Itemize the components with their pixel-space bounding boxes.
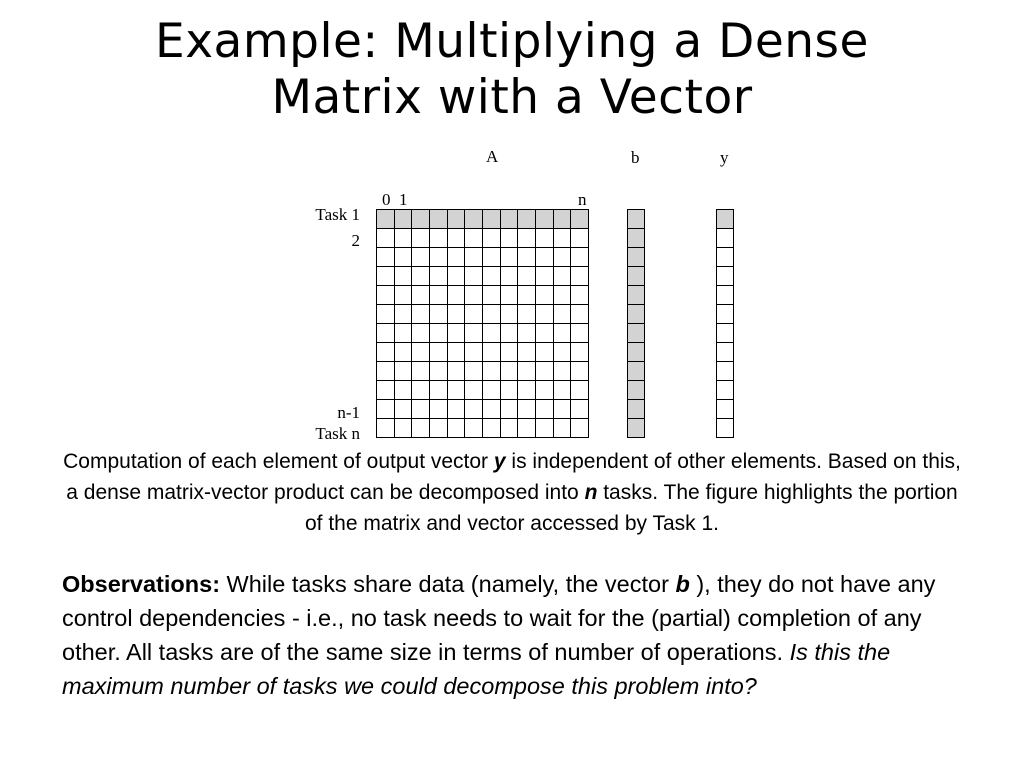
matrix-cell [448,381,466,400]
matrix-cell [448,286,466,305]
vector-b-cell [628,362,645,381]
matrix-cell [430,305,448,324]
matrix-cell-task1-row [430,210,448,229]
matrix-cell [536,419,554,438]
matrix-cell [430,400,448,419]
matrix-cell [448,324,466,343]
matrix-cell [554,267,572,286]
matrix-cell [483,400,501,419]
matrix-cell [554,343,572,362]
vector-b-cell [628,419,645,438]
matrix-cell [571,381,589,400]
matrix-cell [430,381,448,400]
matrix-cell-task1-row [571,210,589,229]
matrix-cell [518,267,536,286]
vector-y-cell [717,381,734,400]
matrix-cell [518,229,536,248]
matrix-cell [465,381,483,400]
matrix-cell [501,343,519,362]
caption-text-1: Computation of each element of output vector [63,450,494,473]
matrix-cell [395,362,413,381]
matrix-cell [448,248,466,267]
matrix-cell [483,267,501,286]
matrix-cell-task1-row [483,210,501,229]
matrix-cell [412,248,430,267]
vector-y-label: y [720,148,729,167]
matrix-cell [483,305,501,324]
matrix-cell [501,362,519,381]
matrix-cell [571,229,589,248]
matrix-cell-task1-row [554,210,572,229]
observations-text-1: While tasks share data (namely, the vector [220,571,676,597]
matrix-cell [554,229,572,248]
matrix-cell [536,305,554,324]
matrix-cell [501,267,519,286]
matrix-cell [412,381,430,400]
matrix-cell [412,267,430,286]
matrix-cell [571,248,589,267]
matrix-cell [448,267,466,286]
matrix-cell [571,343,589,362]
matrix-cell [501,400,519,419]
matrix-cell [395,286,413,305]
matrix-cell [571,419,589,438]
matrix-cell [518,362,536,381]
matrix-cell [465,305,483,324]
matrix-cell [395,229,413,248]
vector-y-cell [717,400,734,419]
vector-y-cell [717,248,734,267]
observations-paragraph [62,567,972,703]
matrix-cell [554,419,572,438]
matrix-cell [395,419,413,438]
row-label-2: 2 [351,231,360,250]
matrix-cell [483,419,501,438]
matrix-cell [377,343,395,362]
matrix-cell [377,248,395,267]
matrix-cell [412,324,430,343]
matrix-cell [412,362,430,381]
matrix-cell-task1-row [465,210,483,229]
caption-text-3: tasks. The figure highlights the portion of the matrix and vector accessed by Task 1. [305,481,958,535]
matrix-cell [483,229,501,248]
matrix-cell [554,286,572,305]
matrix-cell [377,229,395,248]
title-line-2: Matrix with a Vector [271,70,753,125]
vector-y-cell-task1 [717,210,734,229]
matrix-cell [501,305,519,324]
matrix-cell [536,343,554,362]
matrix-cell [412,305,430,324]
vector-b-cell [628,381,645,400]
matrix-cell [536,400,554,419]
matrix-cell [501,286,519,305]
column-label-1: 1 [399,190,408,209]
matrix-cell [571,305,589,324]
matrix-cell [465,400,483,419]
matrix-cell-task1-row [448,210,466,229]
row-label-task-n: Task n [315,424,360,443]
matrix-cell [412,286,430,305]
vector-y-cell [717,267,734,286]
matrix-cell [483,324,501,343]
matrix-cell-task1-row [536,210,554,229]
matrix-cell [518,400,536,419]
matrix-a [376,209,589,438]
matrix-cell [448,362,466,381]
matrix-cell [536,324,554,343]
figure-caption [60,446,964,539]
vector-b [627,209,645,438]
caption-text-2: is independent of other elements. Based on this, a dense matrix-vector product can be decomposed into [66,450,961,504]
vector-y-cell [717,324,734,343]
matrix-cell [518,419,536,438]
matrix-cell [430,229,448,248]
matrix-cell [536,381,554,400]
matrix-cell [518,286,536,305]
matrix-cell-task1-row [377,210,395,229]
vector-y-cell [717,305,734,324]
matrix-cell [465,343,483,362]
matrix-cell [536,229,554,248]
matrix-cell [412,229,430,248]
matrix-cell-task1-row [518,210,536,229]
matrix-cell [448,229,466,248]
matrix-cell [571,362,589,381]
matrix-cell [377,381,395,400]
matrix-cell [483,343,501,362]
column-label-0: 0 [382,190,391,209]
matrix-cell [412,343,430,362]
slide-title [0,14,1024,126]
matrix-cell [395,248,413,267]
matrix-cell [571,400,589,419]
matrix-cell [395,305,413,324]
matrix-cell [448,400,466,419]
matrix-cell [571,267,589,286]
matrix-a-label: A [486,147,499,166]
matrix-cell [395,267,413,286]
row-label-task-1: Task 1 [315,205,360,224]
matrix-cell [571,324,589,343]
matrix-cell [377,419,395,438]
vector-y-cell [717,229,734,248]
matrix-cell [518,248,536,267]
row-label-n-minus-1: n-1 [337,403,360,422]
matrix-cell [395,324,413,343]
vector-b-cell [628,305,645,324]
matrix-cell [448,419,466,438]
matrix-cell [501,381,519,400]
matrix-cell-task1-row [395,210,413,229]
matrix-cell [377,286,395,305]
matrix-cell [554,400,572,419]
matrix-cell [554,305,572,324]
matrix-cell [554,362,572,381]
matrix-cell [465,362,483,381]
matrix-cell [377,267,395,286]
matrix-cell [554,324,572,343]
vector-b-cell [628,248,645,267]
matrix-cell [430,343,448,362]
vector-b-cell [628,210,645,229]
matrix-cell [536,267,554,286]
matrix-cell [395,400,413,419]
vector-b-cell [628,229,645,248]
matrix-cell [465,324,483,343]
vector-b-cell [628,324,645,343]
matrix-cell [518,343,536,362]
matrix-cell [448,343,466,362]
vector-b-label: b [631,148,640,167]
matrix-cell [465,286,483,305]
caption-y-emphasis: y [493,450,506,473]
matrix-cell [518,381,536,400]
matrix-cell [430,362,448,381]
vector-b-cell [628,286,645,305]
matrix-cell [430,324,448,343]
matrix-cell [571,286,589,305]
matrix-cell [536,248,554,267]
vector-b-cell [628,343,645,362]
matrix-cell-task1-row [412,210,430,229]
matrix-cell [483,286,501,305]
observations-heading: Observations: [62,571,221,597]
matrix-cell [501,248,519,267]
matrix-cell [377,400,395,419]
matrix-cell [483,381,501,400]
matrix-cell [430,267,448,286]
column-label-n: n [578,190,587,209]
matrix-cell [465,267,483,286]
matrix-cell [430,248,448,267]
matrix-cell [412,400,430,419]
matrix-cell [483,362,501,381]
vector-y-cell [717,286,734,305]
matrix-cell [536,362,554,381]
observations-text-2: ), they do not have any control dependencies - i.e., no task needs to wait for the (partial) completion of any other. All tasks are of the same size in terms of number of operations. [62,571,936,665]
vector-y-cell [717,362,734,381]
vector-b-cell [628,267,645,286]
matrix-cell [518,324,536,343]
matrix-cell [465,248,483,267]
observations-b-emphasis: b [675,571,690,597]
matrix-cell [554,381,572,400]
matrix-cell [430,419,448,438]
matrix-cell [448,305,466,324]
vector-y [716,209,734,438]
title-line-1: Example: Multiplying a Dense [155,14,869,69]
matrix-cell [465,229,483,248]
matrix-cell-task1-row [501,210,519,229]
vector-y-cell [717,343,734,362]
caption-n-emphasis: n [584,481,598,504]
matrix-cell [395,381,413,400]
observations-question: Is this the maximum number of tasks we could decompose this problem into? [62,639,891,699]
matrix-cell [395,343,413,362]
matrix-cell [377,305,395,324]
vector-b-cell [628,400,645,419]
matrix-cell [501,229,519,248]
matrix-cell [465,419,483,438]
matrix-cell [536,286,554,305]
vector-y-cell [717,419,734,438]
matrix-cell [483,248,501,267]
matrix-cell [377,324,395,343]
matrix-cell [518,305,536,324]
matrix-cell [430,286,448,305]
matrix-cell [377,362,395,381]
matrix-cell [554,248,572,267]
matrix-cell [412,419,430,438]
matrix-cell [501,419,519,438]
matrix-cell [501,324,519,343]
